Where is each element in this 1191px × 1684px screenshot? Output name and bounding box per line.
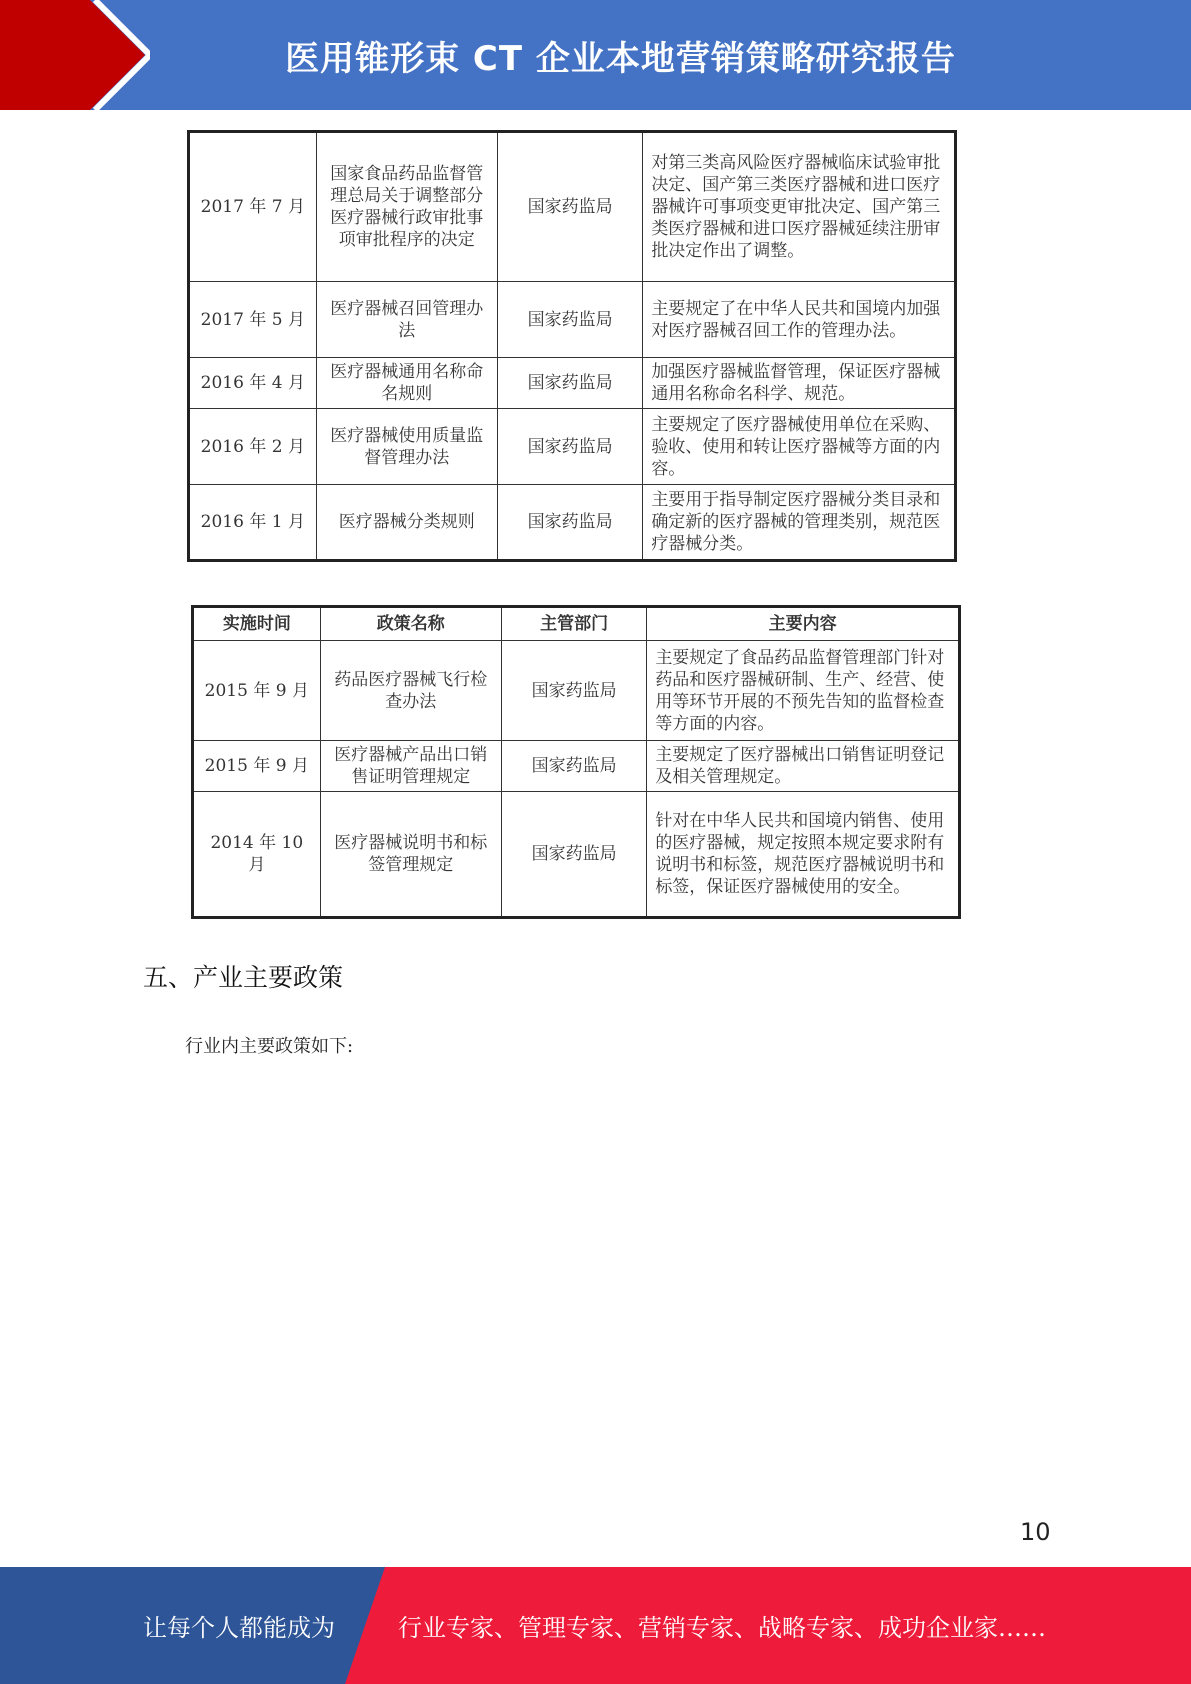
cell-date: 2016 年 1 月: [189, 485, 317, 561]
cell-policy-name: 药品医疗器械飞行检查办法: [320, 641, 501, 741]
cell-content: 对第三类高风险医疗器械临床试验审批决定、国产第三类医疗器械和进口医疗器械许可事项变更审批决定、国产第三类医疗器械和进口医疗器械延续注册审批决定作出了调整。: [643, 132, 956, 282]
header-content: 主要内容: [647, 607, 960, 641]
header-red-arrow-decoration: [0, 0, 150, 110]
table-row: [189, 358, 956, 409]
cell-policy-name: 医疗器械通用名称命名规则: [316, 358, 497, 409]
table-row: [193, 641, 960, 741]
cell-content: 针对在中华人民共和国境内销售、使用的医疗器械，规定按照本规定要求附有说明书和标签，规范医疗器械说明书和标签，保证医疗器械使用的安全。: [647, 792, 960, 918]
cell-policy-name: 医疗器械召回管理办法: [316, 282, 497, 358]
header-policy-name: 政策名称: [320, 607, 501, 641]
section-paragraph: 行业内主要政策如下:: [185, 1036, 354, 1057]
policy-table: [191, 605, 961, 919]
cell-date: 2015 年 9 月: [193, 741, 321, 792]
footer-slogan-left: 让每个人都能成为: [143, 1614, 335, 1642]
table-row: [189, 409, 956, 485]
cell-policy-name: 国家食品药品监督管理总局关于调整部分医疗器械行政审批事项审批程序的决定: [316, 132, 497, 282]
table-row: [193, 741, 960, 792]
cell-policy-name: 医疗器械使用质量监督管理办法: [316, 409, 497, 485]
cell-policy-name: 医疗器械说明书和标签管理规定: [320, 792, 501, 918]
table-row: [193, 792, 960, 918]
cell-department: 国家药监局: [497, 485, 642, 561]
cell-department: 国家药监局: [497, 409, 642, 485]
cell-department: 国家药监局: [501, 741, 646, 792]
footer-slogan-right: 行业专家、管理专家、营销专家、战略专家、成功企业家……: [398, 1614, 1046, 1642]
header-date: 实施时间: [193, 607, 321, 641]
cell-content: 主要用于指导制定医疗器械分类目录和确定新的医疗器械的管理类别，规范医疗器械分类。: [643, 485, 956, 561]
table-header-row: [193, 607, 960, 641]
cell-department: 国家药监局: [501, 792, 646, 918]
cell-date: 2014 年 10 月: [193, 792, 321, 918]
cell-department: 国家药监局: [497, 358, 642, 409]
page-footer: [0, 1567, 1191, 1684]
cell-policy-name: 医疗器械分类规则: [316, 485, 497, 561]
table-row: [189, 132, 956, 282]
cell-policy-name: 医疗器械产品出口销售证明管理规定: [320, 741, 501, 792]
cell-date: 2015 年 9 月: [193, 641, 321, 741]
cell-date: 2017 年 7 月: [189, 132, 317, 282]
cell-content: 主要规定了食品药品监督管理部门针对药品和医疗器械研制、生产、经营、使用等环节开展的不预先告知的监督检查等方面的内容。: [647, 641, 960, 741]
cell-date: 2016 年 4 月: [189, 358, 317, 409]
cell-content: 加强医疗器械监督管理，保证医疗器械通用名称命名科学、规范。: [643, 358, 956, 409]
header-department: 主管部门: [501, 607, 646, 641]
report-title: 医用锥形束 CT 企业本地营销策略研究报告: [285, 38, 956, 79]
cell-department: 国家药监局: [501, 641, 646, 741]
cell-department: 国家药监局: [497, 282, 642, 358]
cell-date: 2016 年 2 月: [189, 409, 317, 485]
cell-content: 主要规定了在中华人民共和国境内加强对医疗器械召回工作的管理办法。: [643, 282, 956, 358]
table-row: [189, 485, 956, 561]
page-number: 10: [1020, 1518, 1051, 1546]
policy-table-continued: [187, 130, 957, 562]
page-header: [0, 0, 1191, 110]
section-heading: 五、产业主要政策: [143, 963, 344, 992]
cell-department: 国家药监局: [497, 132, 642, 282]
cell-content: 主要规定了医疗器械出口销售证明登记及相关管理规定。: [647, 741, 960, 792]
cell-content: 主要规定了医疗器械使用单位在采购、验收、使用和转让医疗器械等方面的内容。: [643, 409, 956, 485]
table-row: [189, 282, 956, 358]
cell-date: 2017 年 5 月: [189, 282, 317, 358]
